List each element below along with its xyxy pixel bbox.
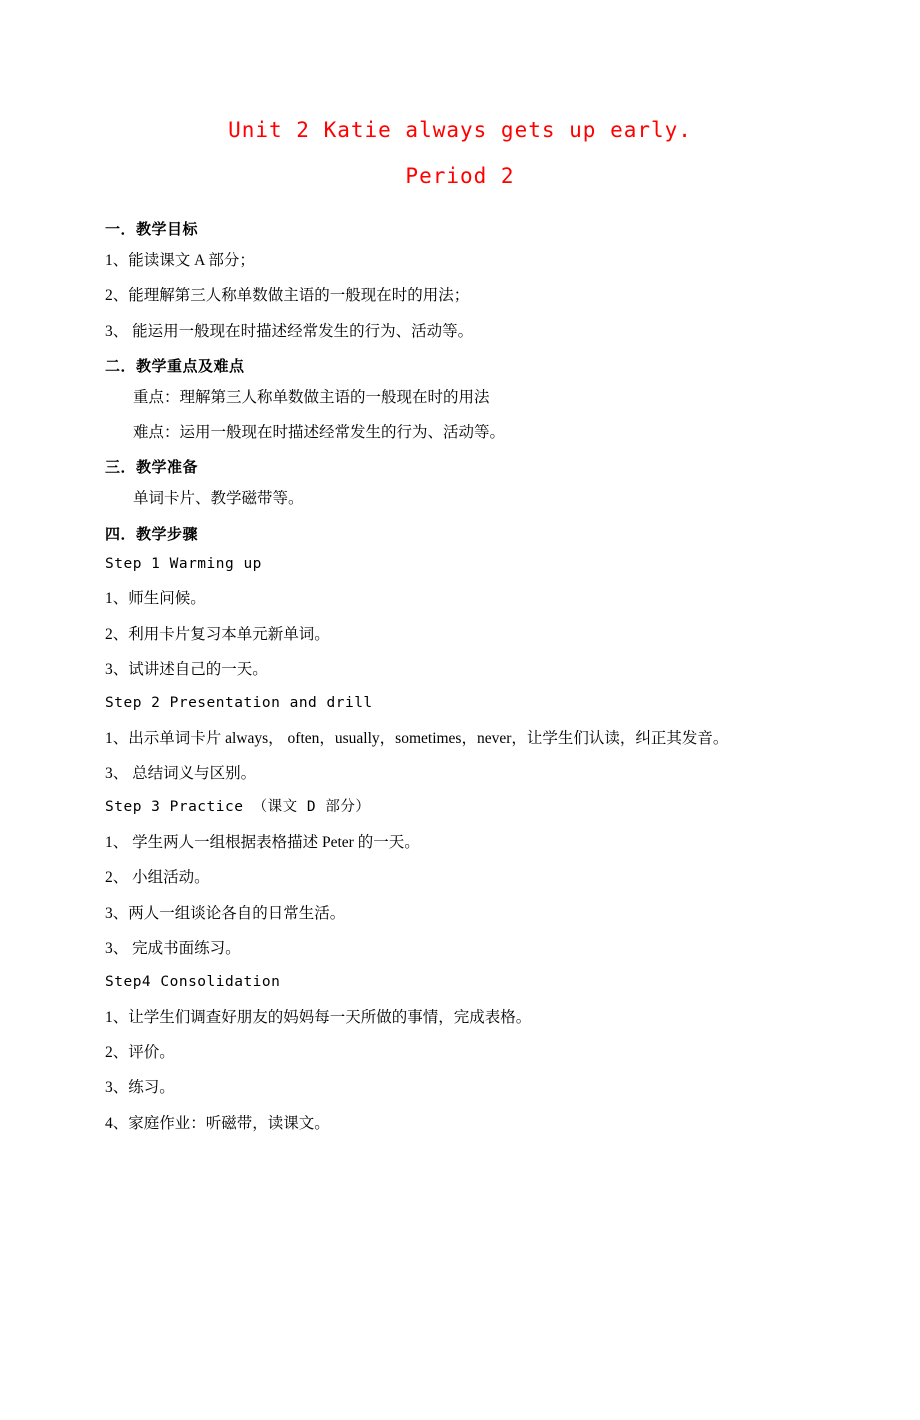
step-heading: Step 3 Practice （课文 D 部分） <box>105 799 371 816</box>
step-heading: Step 2 Presentation and drill <box>105 695 373 711</box>
step-item: 1、让学生们调查好朋友的妈妈每一天所做的事情，完成表格。 <box>105 1008 532 1026</box>
step-item: 3、试讲述自己的一天。 <box>105 660 268 678</box>
step-item: 2、利用卡片复习本单元新单词。 <box>105 625 330 643</box>
section-line: 1、能读课文 A 部分； <box>105 252 255 269</box>
step-item: 3、两人一组谈论各自的日常生活。 <box>105 904 346 922</box>
document-body <box>0 218 920 1135</box>
step-item: 3、练习。 <box>105 1079 175 1097</box>
step-item: 2、评价。 <box>105 1044 175 1061</box>
section-teaching-objectives <box>105 218 850 343</box>
section-heading: 四．教学步骤 <box>105 524 199 543</box>
section-line: 3、 能运用一般现在时描述经常发生的行为、活动等。 <box>105 322 474 340</box>
section-line: 难点：运用一般现在时描述经常发生的行为、活动等。 <box>133 424 506 441</box>
section-heading: 三．教学准备 <box>105 458 199 477</box>
document-subtitle: Period 2 <box>405 164 515 188</box>
section-preparation <box>105 456 850 510</box>
step-item: 1、 学生两人一组根据表格描述 Peter 的一天。 <box>105 834 420 851</box>
step-item: 3、 完成书面练习。 <box>105 939 241 957</box>
section-heading: 一．教学目标 <box>105 220 199 238</box>
section-line: 2、能理解第三人称单数做主语的一般现在时的用法； <box>105 287 470 305</box>
section-line: 单词卡片、教学磁带等。 <box>133 490 304 508</box>
section-key-points <box>105 355 850 445</box>
step-item: 1、出示单词卡片 always， often，usually，sometimes，never，让学生们认读，纠正其发音。 <box>105 729 729 747</box>
step-heading: Step 1 Warming up <box>105 555 262 572</box>
section-heading: 二．教学重点及难点 <box>105 356 245 375</box>
document-page <box>0 118 920 1420</box>
section-line: 重点：理解第三人称单数做主语的一般现在时的用法 <box>133 388 490 406</box>
step-item: 3、 总结词义与区别。 <box>105 765 257 782</box>
document-title: Unit 2 Katie always gets up early. <box>228 118 692 142</box>
step-heading: Step4 Consolidation <box>105 974 281 990</box>
step-item: 4、家庭作业：听磁带，读课文。 <box>105 1114 330 1132</box>
step-item: 1、师生问候。 <box>105 590 206 608</box>
step-item: 2、 小组活动。 <box>105 869 210 887</box>
section-teaching-steps <box>105 523 850 1135</box>
